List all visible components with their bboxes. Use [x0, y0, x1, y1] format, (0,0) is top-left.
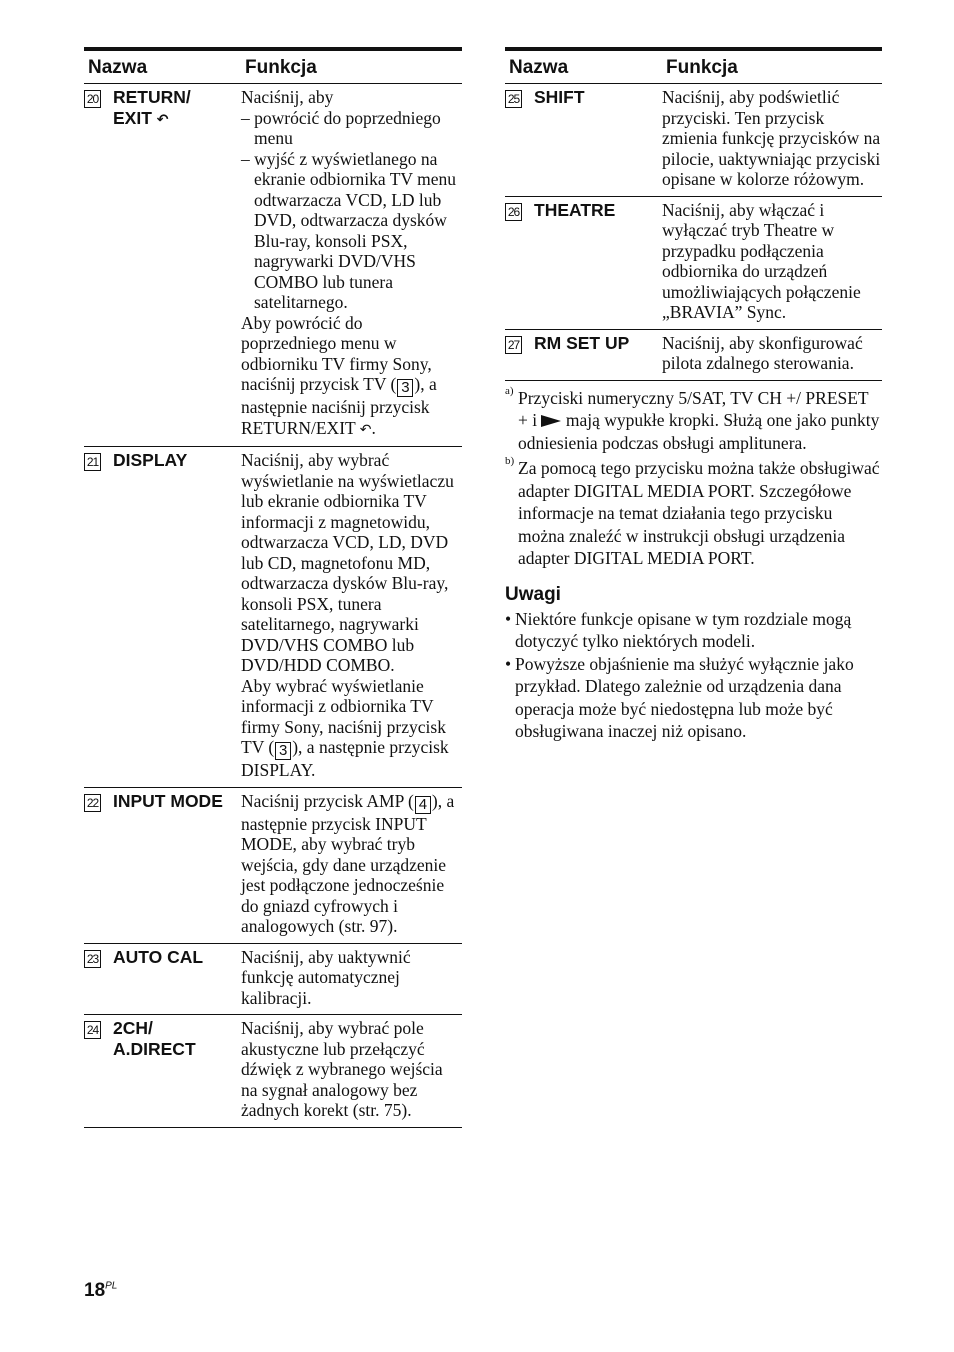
notes-list: [505, 608, 882, 743]
footnote-a: [505, 384, 882, 455]
bullet: •: [505, 653, 512, 674]
play-triangle-icon: [541, 415, 561, 427]
desc-dash-item: – wyjść z wyświetlanego na ekranie odbiornika TV menu odtwarzacza VCD, LD lub DVD, odtwarzacza dysków Blu-ray, konsoli PSX, nagrywarki DVD/VHS COMBO lub tunera satelitarnego.: [241, 148, 457, 312]
row-desc-cell: Naciśnij, aby skonfigurować pilota zdalnego sterowania.: [662, 329, 882, 380]
row-name-cell: [84, 84, 241, 447]
item-name: RM SET UP: [534, 332, 630, 353]
footnote-text: Za pomocą tego przycisku można także obsługiwać adapter DIGITAL MEDIA PORT. Szczegółowe informacje na temat działania tego przycisku można znaleźć w instrukcji obsługi urządzenia adapter DIGITAL MEDIA PORT.: [518, 458, 880, 568]
table-row: [84, 943, 462, 1015]
item-number: 24: [84, 1021, 101, 1039]
item-name-line: 2CH/: [113, 1018, 153, 1038]
header-function: Funkcja: [662, 49, 882, 84]
page-lang: PL: [105, 1280, 118, 1292]
row-name-cell: [505, 329, 662, 380]
table-header: [505, 49, 882, 84]
row-name-cell: [505, 84, 662, 197]
table-row: [505, 329, 882, 380]
desc-text: Naciśnij, aby wybrać wyświetlanie na wyświetlaczu lub ekranie odbiornika TV informacji z magnetowidu, odtwarzacza VCD, LD, DVD lub CD, magnetofonu MD, odtwarzacza dysków Blu-ray, konsoli PSX, tunera satelitarnego, nagrywarki DVD/VHS COMBO lub DVD/HDD COMBO.: [241, 450, 454, 675]
desc-text: ), a następnie przycisk INPUT MODE, aby wybrać tryb wejścia, gdy dane urządzenie jest podłączone jednocześnie do gniazd cyfrowych i analogowych (str. 97).: [241, 790, 455, 936]
row-name-cell: [84, 943, 241, 1015]
desc-text: Aby wybrać wyświetlanie informacji z odbiornika TV firmy Sony, naciśnij przycisk TV (: [241, 675, 446, 757]
item-number: 26: [505, 203, 522, 221]
item-name: INPUT MODE: [113, 790, 223, 811]
item-name: AUTO CAL: [113, 946, 204, 967]
table-header: [84, 49, 462, 84]
row-desc-cell: Naciśnij, aby włączać i wyłączać tryb Theatre w przypadku podłączenia odbiornika do urządzeń umożliwiających połączenie „BRAVIA” Sync.: [662, 196, 882, 329]
footnote-b: [505, 457, 882, 570]
footnote-text: mają wypukłe kropki. Służą one jako punkty odniesienia podczas obsługi amplitunera.: [518, 410, 880, 453]
row-desc-cell: Naciśnij, aby – powrócić do poprzedniego menu – wyjść z wyświetlanego na ekranie odbiornika TV menu odtwarzacza VCD, LD lub DVD, odtwarzacza dysków Blu-ray, konsoli PSX, nagrywarki DVD/VHS COMBO lub tunera satelitarnego. Aby powrócić do poprzedniego menu w odbiorniku TV firmy Sony, naciśnij przycisk TV ( 3 ), a następnie naciśnij przycisk RETURN/EXIT ↶.: [241, 84, 462, 447]
left-column: [84, 47, 462, 1128]
return-arrow-icon: ↶: [156, 111, 169, 128]
row-name-cell: [84, 1015, 241, 1128]
row-desc-cell: Naciśnij, aby uaktywnić funkcję automatycznej kalibracji.: [241, 943, 462, 1015]
item-name: DISPLAY: [113, 450, 188, 470]
row-desc-cell: [241, 787, 462, 943]
desc-text: ), a następnie naciśnij przycisk RETURN/EXIT: [241, 374, 437, 438]
key-reference: 3: [275, 742, 291, 760]
item-number: 23: [84, 950, 101, 968]
return-arrow-icon: ↶: [359, 421, 372, 438]
desc-intro: Naciśnij, aby: [241, 87, 334, 107]
right-column: [505, 47, 882, 743]
item-name: [113, 1018, 196, 1059]
table-row: [84, 447, 462, 788]
desc-text: ), a następnie przycisk DISPLAY.: [241, 737, 449, 780]
footnote-mark: a): [505, 384, 514, 397]
desc-text: Aby powrócić do poprzedniego menu w odbiorniku TV firmy Sony, naciśnij przycisk TV (: [241, 312, 432, 394]
note-text: Powyższe objaśnienie ma służyć wyłącznie jako przykład. Dlatego zależnie od urządzenia dana operacja może być niedostępna lub może być obsługiwana inaczej niż opisano.: [515, 653, 854, 741]
key-reference: 4: [415, 796, 431, 814]
desc-text: Naciśnij przycisk AMP (: [241, 790, 414, 811]
row-desc-cell: [241, 447, 462, 788]
table-row: [84, 1015, 462, 1128]
notes-title: Uwagi: [505, 583, 561, 605]
item-name: [113, 87, 191, 130]
bullet: •: [505, 608, 512, 629]
item-name: THEATRE: [534, 199, 616, 220]
list-item: [505, 608, 882, 653]
note-text: Niektóre funkcje opisane w tym rozdziale mogą dotyczyć tylko niektórych modeli.: [515, 608, 852, 651]
table-row: [84, 84, 462, 447]
key-reference: 3: [397, 379, 413, 397]
header-name: Nazwa: [84, 49, 241, 84]
desc-dash-item: – powrócić do poprzedniego menu: [241, 107, 441, 148]
item-number: 27: [505, 336, 522, 354]
item-number: 21: [84, 453, 101, 471]
header-function: Funkcja: [241, 49, 462, 84]
list-item: [505, 653, 882, 743]
row-name-cell: [505, 196, 662, 329]
footnotes: [505, 384, 882, 570]
item-number: 22: [84, 794, 101, 812]
header-name: Nazwa: [505, 49, 662, 84]
item-name: SHIFT: [534, 87, 585, 107]
row-name-cell: [84, 787, 241, 943]
footnote-text: Przyciski numeryczny 5/SAT, TV CH +/ PRESET + i: [518, 387, 869, 430]
table-row: [505, 84, 882, 197]
item-number: 20: [84, 90, 101, 108]
table-row: [505, 196, 882, 329]
row-desc-cell: Naciśnij, aby podświetlić przyciski. Ten przycisk zmienia funkcję przycisków na pilocie, uaktywniając przyciski opisane w kolorze różowym.: [662, 84, 882, 197]
page-number: [84, 1280, 117, 1302]
page-number-value: 18: [84, 1280, 106, 1301]
row-desc-cell: Naciśnij, aby wybrać pole akustyczne lub przełączyć dźwięk z wybranego wejścia na sygnał analogowy bez żadnych korekt (str. 75).: [241, 1015, 462, 1128]
table-row: [84, 787, 462, 943]
footnote-mark: b): [505, 455, 515, 467]
item-name-line: RETURN/: [113, 87, 191, 107]
item-name-line: EXIT: [113, 107, 152, 128]
item-number: 25: [505, 90, 522, 108]
row-name-cell: [84, 447, 241, 788]
function-table-left: [84, 47, 462, 1128]
function-table-right: [505, 47, 882, 381]
item-name-line: A.DIRECT: [113, 1038, 196, 1059]
